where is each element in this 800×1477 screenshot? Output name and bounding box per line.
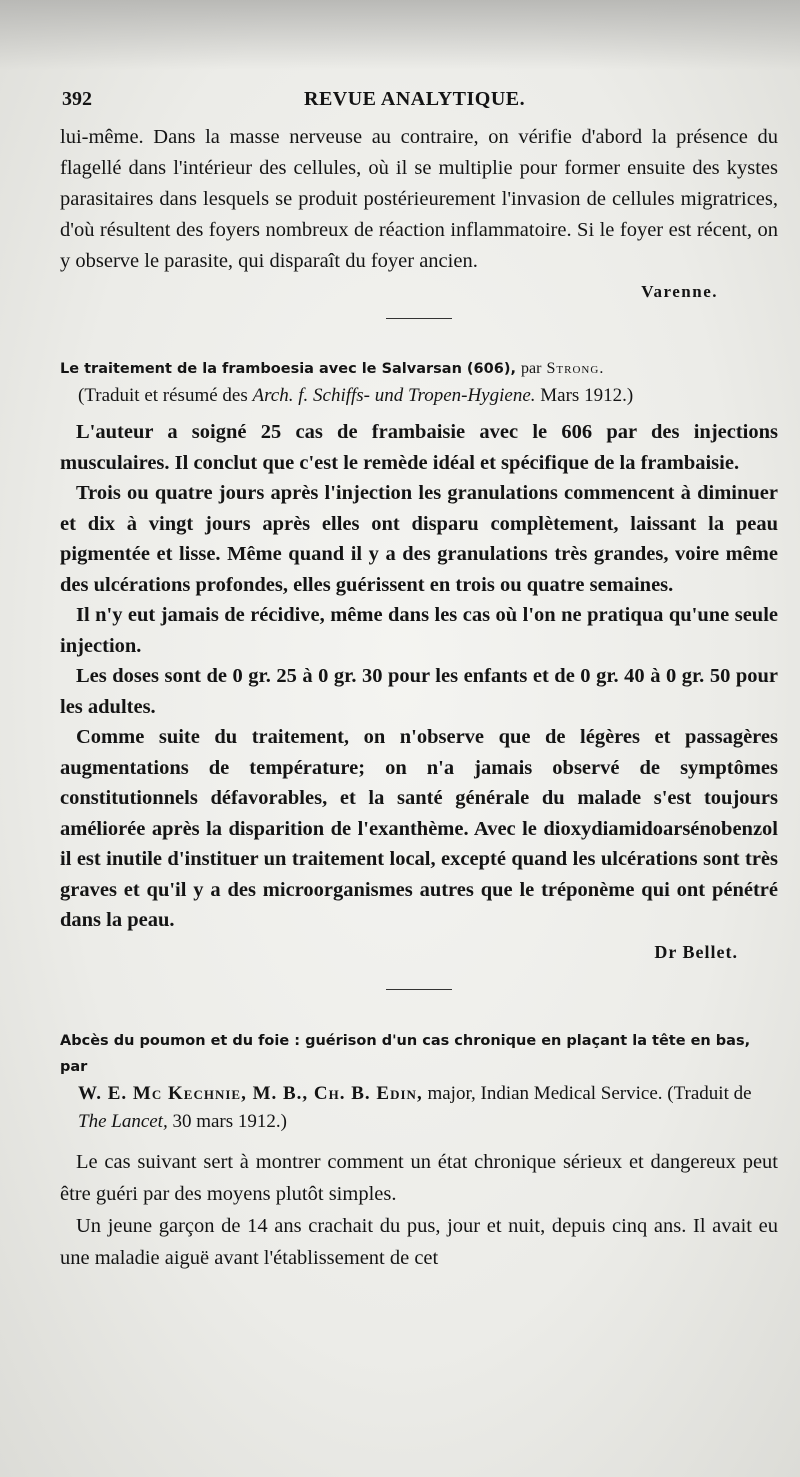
signature-varenne: Varenne. (641, 282, 718, 301)
article-author: Strong. (546, 360, 605, 377)
article-title (60, 357, 778, 381)
article2-body (60, 1146, 778, 1274)
section-divider (386, 989, 452, 990)
article2-paragraph: Un jeune garçon de 14 ans crachait du pus, jour et nuit, depuis cinq ans. Il avait eu une maladie aiguë avant l'établissement de cet (60, 1214, 778, 1269)
article2-title (60, 1028, 778, 1080)
signature-bellet: Dr Bellet. (654, 941, 738, 962)
article2-author: W. E. Mc Kechnie, M. B., Ch. B. Edin, (78, 1082, 423, 1104)
source-date: Mars 1912.) (540, 385, 634, 406)
scan-shadow (0, 0, 800, 70)
article2-byline (60, 1080, 778, 1136)
source-date: 30 mars 1912.) (172, 1110, 287, 1132)
continuation-paragraph: lui-même. Dans la masse nerveuse au contraire, on vérifie d'abord la présence du flagellé dans l'intérieur des cellules, où il se multiplie pour former ensuite des kystes parasitaires dans lesquels se produit postérieurement l'invasion de cellules migratrices, d'où résultent des foyers nombreux de réaction inflammatoire. Si le foyer est récent, on y observe le parasite, qui disparaît du foyer ancien. (60, 126, 778, 272)
article-source (60, 382, 778, 410)
article2-paragraph: Le cas suivant sert à montrer comment un état chronique sérieux et dangereux peut être guéri par des moyens plutôt simples. (60, 1150, 778, 1205)
page-body (60, 122, 778, 1274)
article-paragraph: Les doses sont de 0 gr. 25 à 0 gr. 30 pour les enfants et de 0 gr. 40 à 0 gr. 50 pour les adultes. (60, 665, 778, 718)
source-journal: The Lancet, (78, 1110, 168, 1132)
page-header (60, 88, 760, 118)
article-title-text: Le traitement de la framboesia avec le Salvarsan (606), (60, 361, 516, 377)
article-paragraph: Comme suite du traitement, on n'observe que de légères et passagères augmentations de température; on n'a jamais observé de symptômes constitutionnels défavorables, et la santé générale du malade s'est toujours améliorée après la disparition de l'exanthème. Avec le dioxydiamidoarsénobenzol il est inutile d'instituer un traitement local, excepté quand les ulcérations sont très graves et qu'il y a des microorganismes autres que le tréponème qui ont pénétré dans la peau. (60, 726, 778, 931)
article-paragraph: Il n'y eut jamais de récidive, même dans les cas où l'on ne pratiqua qu'une seule injection. (60, 604, 778, 657)
section-divider (386, 318, 452, 319)
article-body (60, 417, 778, 936)
source-prefix: (Traduit et résumé des (78, 385, 248, 406)
byline-prefix: par (60, 1058, 88, 1075)
running-title: REVUE ANALYTIQUE. (304, 88, 526, 110)
article2-title-text: Abcès du poumon et du foie : guérison d'un cas chronique en plaçant la tête en bas, (60, 1032, 751, 1049)
source-prefix: (Traduit de (667, 1082, 752, 1104)
article-paragraph: Trois ou quatre jours après l'injection les granulations commencent à diminuer et dix à vingt jours après elles ont disparu complètement, laissant la peau pigmentée et lisse. Même quand il y a des granulations très grandes, voire même des ulcérations profondes, elles guérissent en trois ou quatre semaines. (60, 482, 778, 596)
byline-prefix: par (521, 360, 542, 377)
article-paragraph: L'auteur a soigné 25 cas de frambaisie avec le 606 par des injections musculaires. Il conclut que c'est le remède idéal et spécifique de la frambaisie. (60, 421, 778, 474)
article2-author-rest: major, Indian Medical Service. (427, 1082, 663, 1104)
source-journal: Arch. f. Schiffs- und Tropen-Hygiene. (252, 385, 536, 406)
page-number: 392 (62, 88, 92, 110)
